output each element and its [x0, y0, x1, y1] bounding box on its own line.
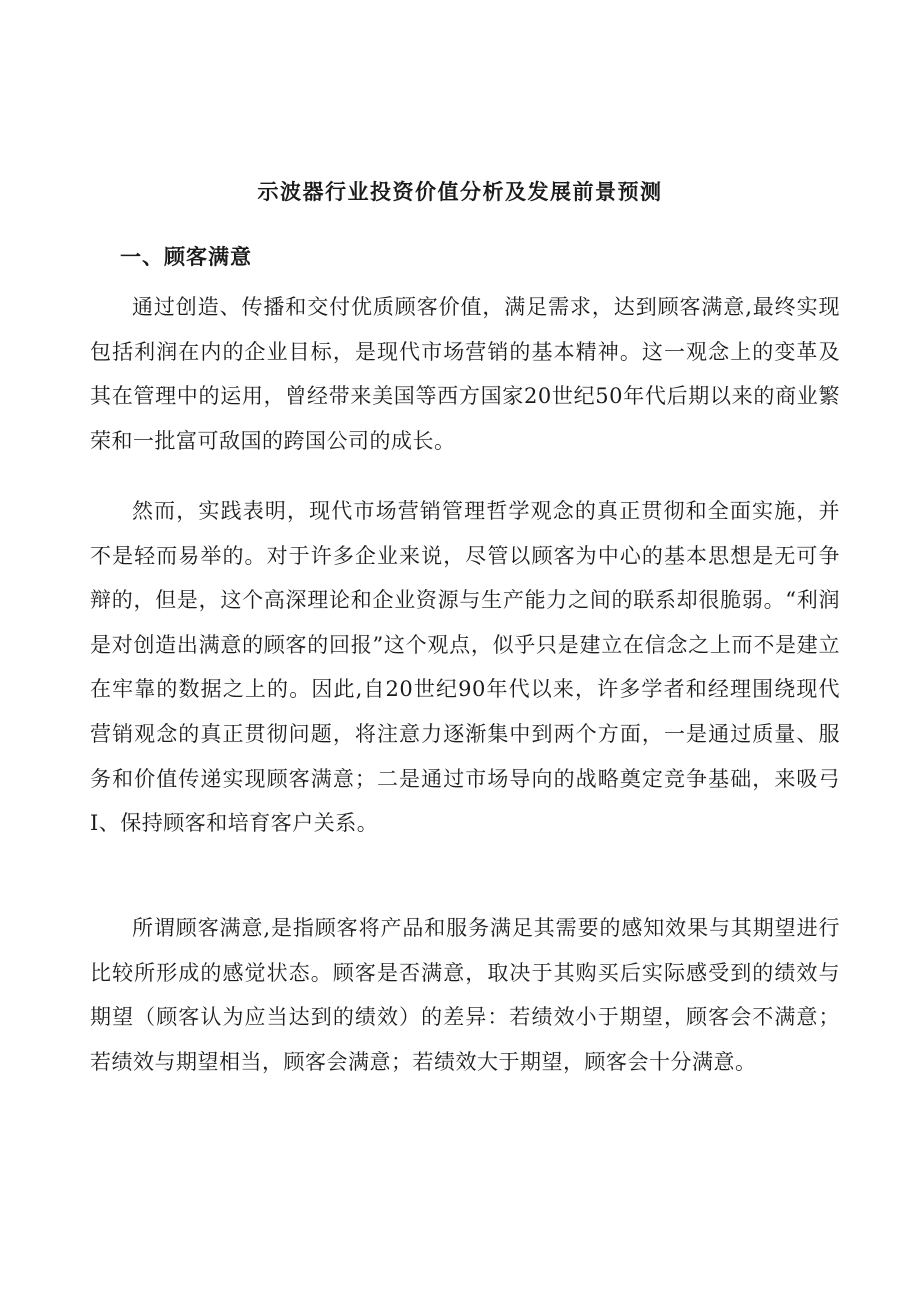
- paragraph-2: 然而，实践表明，现代市场营销管理哲学观念的真正贯彻和全面实施，并不是轻而易举的。对于许多企业来说，尽管以顾客为中心的基本思想是无可争辩的，但是，这个高深理论和企业资源与生产能力之间的联系却很脆弱。“利润是对创造出满意的顾客的回报”这个观点，似乎只是建立在信念之上而不是建立在牢靠的数据之上的。因此,自20世纪90年代以来，许多学者和经理围绕现代营销观念的真正贯彻问题，将注意力逐渐集中到两个方面，一是通过质量、服务和价值传递实现顾客满意；二是通过市场导向的战略奠定竞争基础，来吸弓I、保持顾客和培育客户关系。: [90, 499, 840, 836]
- paragraph-1: 通过创造、传播和交付优质顾客价值，满足需求，达到顾客满意,最终实现包括利润在内的企业目标，是现代市场营销的基本精神。这一观念上的变革及其在管理中的运用，曾经带来美国等西方国家20世纪50年代后期以来的商业繁荣和一批富可敌国的跨国公司的成长。: [90, 295, 840, 453]
- document-title: 示波器行业投资价值分析及发展前景预测: [257, 179, 663, 204]
- section-heading: 一、顾客满意: [120, 244, 252, 269]
- paragraph-3: 所谓顾客满意,是指顾客将产品和服务满足其需要的感知效果与其期望进行比较所形成的感觉状态。顾客是否满意，取决于其购买后实际感受到的绩效与期望（顾客认为应当达到的绩效）的差异：若绩效小于期望，顾客会不满意；若绩效与期望相当，顾客会满意；若绩效大于期望，顾客会十分满意。: [90, 916, 840, 1074]
